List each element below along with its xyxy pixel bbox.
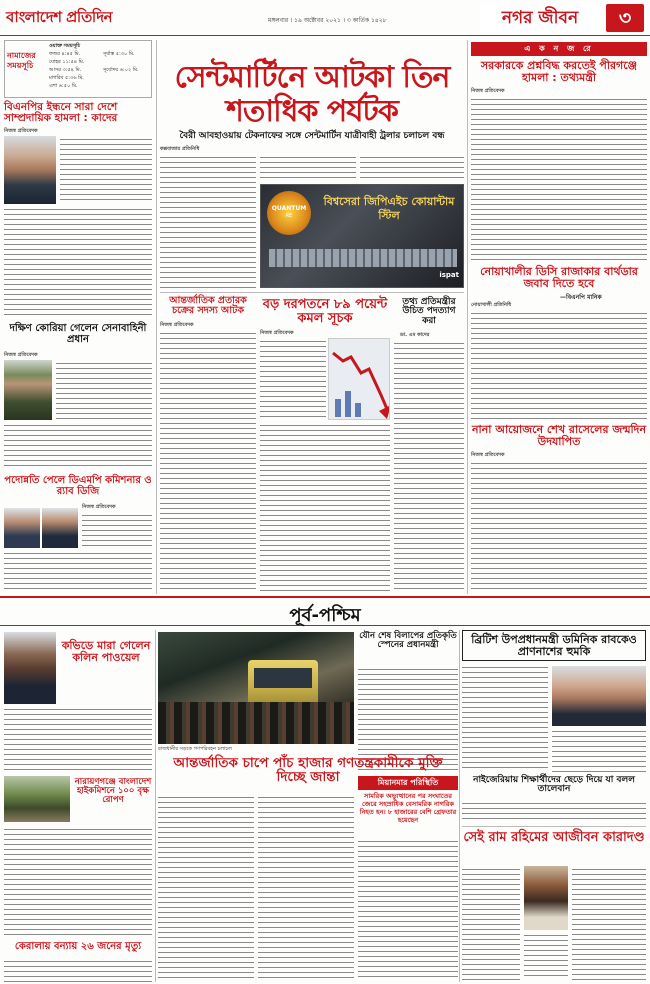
prayer-box-title: ওয়াক্ত সময়সূচি (49, 43, 81, 49)
ram-rahim-headline: সেই রাম রহিমের আজীবন কারাদণ্ড (462, 826, 646, 845)
prayer-row: মাগরিব ৫:৩৬ মি. (49, 75, 84, 81)
lead-headline-line1: সেন্টমার্টিনে আটকা তিন (174, 60, 450, 95)
masthead (0, 0, 650, 36)
uk-body-2 (552, 728, 646, 772)
right-story2-headline: নোয়াখালীর ডিসি রাজাকার বার্থডার জবাব দিতে হবে (480, 265, 638, 290)
prayer-extra: সূর্যোদয় ৬:০২ মি. (103, 67, 139, 73)
ek-nojore-kicker: এ ক ন জ রে (471, 42, 647, 56)
info-minister-byline: ডা. এম কাদের (400, 332, 430, 338)
junta-body-2 (258, 794, 354, 980)
purbo-poschim-band (0, 596, 650, 626)
prayer-extra: সূর্যাস্ত ৫:৩০ মি. (103, 51, 135, 57)
intl-scam-byline: নিজস্ব প্রতিবেদক (160, 322, 194, 328)
section-title: নগর জীবন (480, 4, 600, 32)
page-number: ৩ (606, 4, 644, 32)
market-body-2 (260, 422, 390, 592)
right-story1-body (471, 96, 647, 262)
left-story3-body-more (4, 550, 152, 592)
ram-rahim-body-1 (462, 866, 520, 980)
right-story2-body (471, 310, 647, 420)
bottom-rule-1 (155, 630, 156, 982)
myanmar-tag: মিয়ানমার পরিস্থিতি (358, 776, 458, 790)
photo-caption: রাজধানীর সড়কে গণপরিবহন চলাচল (158, 746, 232, 752)
prayer-row: আসর ৩:৫৪ মি. (49, 67, 82, 73)
steel-bars-graphic (269, 249, 457, 267)
lead-body-col2 (260, 154, 356, 182)
ram-rahim-photo (524, 866, 568, 930)
powell-headline: কভিডে মারা গেলেন কলিন পাওয়েল (61, 639, 151, 664)
newspaper-logo: বাংলাদেশ প্রতিদিন (6, 8, 113, 26)
quantum-steel-ad (260, 184, 464, 288)
left-story1-byline: নিজস্ব প্রতিবেদক (4, 128, 38, 134)
ad-slogan: বিশ্বসেরা জিপিএইচ কোয়ান্টাম স্টিল (323, 195, 455, 223)
prayer-row: যোহর ১১:৫৪ মি. (49, 59, 85, 65)
myanmar-subhead: সামরিক অভ্যুত্থানের পর সংঘাতের জেরে সহস্রাধিক বেসামরিক নাগরিক নিহত হন। ৮ হাজারের বেশি গ্রেফতার হয়েছেন (359, 792, 457, 825)
lead-body-col3 (360, 154, 464, 182)
left-story3-body (82, 512, 152, 548)
nigeria-headline: নাইজেরিয়ায় শিক্ষার্থীদের ছেড়ে দিয়ে যা বলল তালেবান (473, 775, 635, 795)
dhaka-street-bus-photo (158, 632, 354, 744)
section-rule (160, 292, 464, 293)
army-chief-photo (4, 360, 52, 420)
ad-brand-badge (267, 191, 311, 235)
mission-body (4, 826, 152, 938)
column-rule-right (467, 40, 468, 594)
market-byline: নিজস্ব প্রতিবেদক (260, 330, 294, 336)
kerala-headline: কেরালায় বন্যায় ২৬ জনের মৃত্যু (14, 941, 142, 952)
lead-headline-line2: শতাধিক পর্যটক (226, 94, 398, 129)
prayer-row: এশা ৬:৫০ মি. (49, 83, 78, 89)
myanmar-body (358, 838, 458, 980)
rab-dg-photo (42, 508, 78, 548)
left-story3-byline: নিজস্ব প্রতিবেদক (82, 504, 116, 510)
info-minister-headline: তথ্য প্রতিমন্ত্রীর উচিত পদত্যাগ করা (402, 297, 456, 326)
lead-byline: কক্সবাজার প্রতিনিধি (160, 146, 200, 152)
market-headline: বড় দরপতনে ৮৯ পয়েন্ট কমল সূচক (262, 297, 388, 326)
lead-subheadline: বৈরী আবহাওয়ায় টেকনাফের সঙ্গে সেন্টমার্টিন যাত্রীবাহী ট্রলার চলাচল বন্ধ (179, 131, 445, 141)
stock-down-arrow-icon (329, 339, 390, 420)
issue-date: মঙ্গলবার । ১৯ অক্টোবর ২০২১ । ৩ কার্তিক ১৪২৮ (268, 17, 387, 24)
nigeria-body-main (462, 800, 646, 822)
ad-brand-sub: RE (285, 213, 293, 219)
ram-rahim-body-2 (572, 866, 646, 980)
ad-brand-right: ispat (439, 271, 459, 279)
prayer-side-label: নামাজের সময়সূচি (7, 51, 36, 71)
purbo-poschim-title: পূর্ব-পশ্চিম (289, 605, 361, 626)
info-minister-body (394, 340, 464, 592)
powell-body (4, 706, 152, 772)
left-story2-headline: দক্ষিণ কোরিয়া গেলেন সেনাবাহিনী প্রধান (9, 323, 147, 345)
prayer-times-box (4, 40, 152, 98)
mission-headline: নারায়ণগঞ্জে বাংলাদেশ হাইকমিশনে ১০০ বৃক্ষ রোপণ (74, 777, 152, 805)
bottom-rule-2 (459, 630, 460, 982)
right-story3-body (471, 460, 647, 592)
junta-headline: আন্তর্জাতিক চাপে পাঁচ হাজার গণতন্ত্রকামীকে মুক্তি দিচ্ছে জান্তা (173, 755, 443, 786)
kerala-body (4, 958, 152, 982)
obaidul-quader-photo (4, 136, 56, 204)
right-story3-byline: নিজস্ব প্রতিবেদক (471, 452, 505, 458)
ram-rahim-body-3 (524, 932, 568, 980)
left-story2-body-more (4, 422, 152, 470)
right-story1-byline: নিজস্ব প্রতিবেদক (471, 88, 505, 94)
dominic-raab-photo (552, 666, 646, 726)
lead-body-col1 (160, 154, 256, 288)
intl-scam-body (160, 330, 256, 592)
uk-body-1 (462, 664, 548, 772)
right-story2-kicker: —বিএনপি মানিক (560, 294, 602, 301)
stock-chart-graphic (328, 338, 390, 420)
left-story2-body (56, 360, 152, 420)
ad-brand-name: QUANTUM (271, 205, 307, 212)
left-story1-body-more (4, 206, 152, 316)
colin-powell-photo (4, 632, 56, 704)
right-story2-byline: নোয়াখালী প্রতিনিধি (471, 302, 512, 308)
left-story2-byline: নিজস্ব প্রতিবেদক (4, 352, 38, 358)
column-rule (156, 40, 157, 594)
dmp-commissioner-photo (4, 508, 40, 548)
right-story3-headline: নানা আয়োজনে শেখ রাসেলের জন্মদিন উদযাপিত (471, 423, 647, 448)
prayer-row: ফজর ৪:৪৫ মি. (49, 51, 81, 57)
crowd-shape (158, 702, 354, 744)
market-body-1 (260, 338, 326, 420)
left-story1-headline: বিএনপির ইন্ধনে সারা দেশে সাম্প্রদায়িক হামলা : কাদের (4, 101, 118, 125)
bus-window (254, 668, 312, 688)
junta-body-1 (158, 794, 254, 980)
intl-scam-headline: আন্তর্জাতিক প্রতারক চক্রের সদস্য আটক (169, 295, 247, 316)
uk-headline: ব্রিটিশ উপপ্রধানমন্ত্রী ডমিনিক রাবকেও প্রাণনাশের হুমকি (462, 630, 646, 661)
right-story1-headline: সরকারকে প্রশ্নবিদ্ধ করতেই পীরগঞ্জে হামলা : তথ্যমন্ত্রী (480, 59, 638, 84)
spain-headline: যৌন শেষ বিলাপের প্রতিকৃতি স্পেনের প্রধানমন্ত্রী (359, 631, 457, 650)
left-story1-body (60, 136, 152, 204)
tree-planting-photo (4, 776, 70, 822)
left-story3-headline: পদোন্নতি পেলে ডিএমপি কমিশনার ও র‍্যাব ডিজি (4, 475, 152, 497)
